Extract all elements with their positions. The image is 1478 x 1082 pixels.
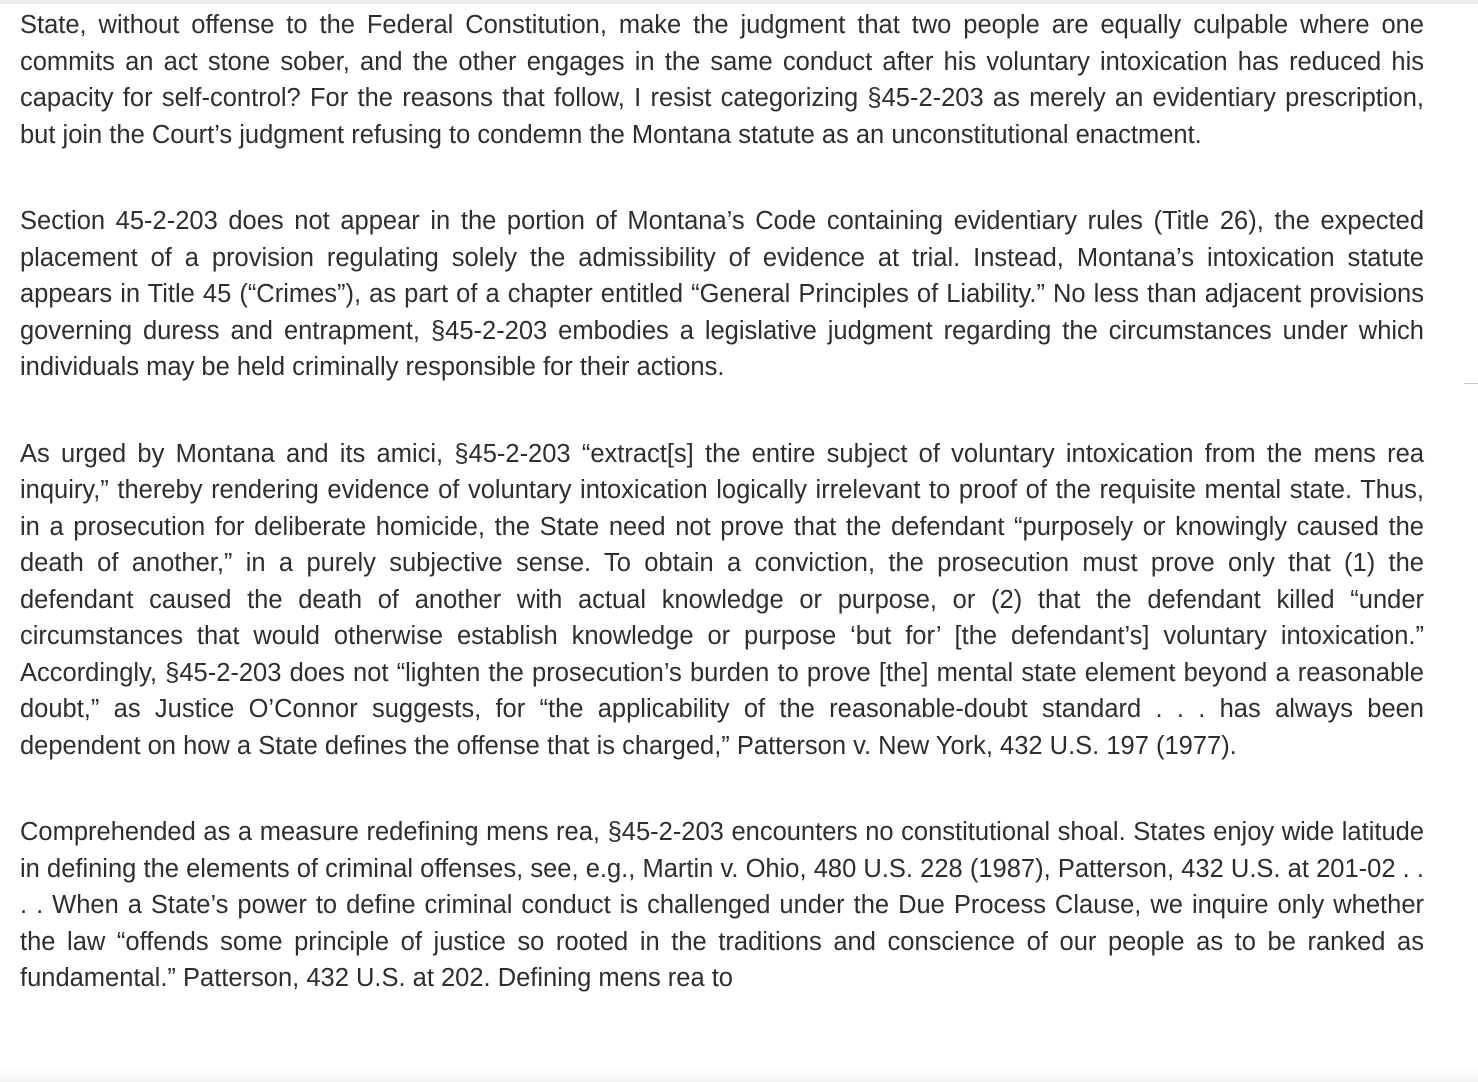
paragraph: As urged by Montana and its amici, §45-2-203 “extract[s] the entire subject of voluntary intoxication from the mens rea inquiry,” thereby rendering evidence of voluntary intoxication logically irrelevant to proof of the requisite mental state. Thus, in a prosecution for deliberate homicide, the State need not prove that the defendant “purposely or knowingly caused the death of another,” in a purely subjective sense. To obtain a conviction, the prosecution must prove only that (1) the defendant caused the death of another with actual knowledge or purpose, or (2) that the defendant killed “under circumstances that would otherwise establish knowledge or purpose ‘but for’ [the defendant’s] voluntary intoxication.” Accordingly, §45-2-203 does not “lighten the prosecution’s burden to prove [the] mental state element beyond a reasonable doubt,” as Justice O’Connor suggests, for “the applicability of the reasonable-doubt standard . . . has always been dependent on how a State defines the offense that is charged,” Patterson v. New York, 432 U.S. 197 (1977). <box>20 439 1424 760</box>
paragraph: State, without offense to the Federal Constitution, make the judgment that two people are equally culpable where one commits an act stone sober, and the other engages in the same conduct after his voluntary intoxication has reduced his capacity for self-control? For the reasons that follow, I resist categorizing §45-2-203 as merely an evidentiary prescription, but join the Court’s judgment refusing to condemn the Montana statute as an unconstitutional enactment. <box>20 11 1424 149</box>
top-scroll-edge <box>0 0 1478 4</box>
bottom-scroll-edge <box>0 1068 1478 1082</box>
scrollbar-marker <box>1464 383 1478 384</box>
paragraph: Section 45-2-203 does not appear in the portion of Montana’s Code containing evidentiary rules (Title 26), the expected placement of a provision regulating solely the admissibility of evidence at trial. Instead, Montana’s intoxication statute appears in Title 45 (“Crimes”), as part of a chapter entitled “General Principles of Liability.” No less than adjacent provisions governing duress and entrapment, §45-2-203 embodies a legislative judgment regarding the circumstances under which individuals may be held criminally responsible for their actions. <box>20 207 1424 381</box>
paragraph: Comprehended as a measure redefining mens rea, §45-2-203 encounters no constitutional shoal. States enjoy wide latitude in defining the elements of criminal offenses, see, e.g., Martin v. Ohio, 480 U.S. 228 (1987), Patterson, 432 U.S. at 201-02 . . . . When a State’s power to define criminal conduct is challenged under the Due Process Clause, we inquire only whether the law “offends some principle of justice so rooted in the traditions and conscience of our people as to be ranked as fundamental.” Patterson, 432 U.S. at 202. Defining mens rea to <box>20 818 1424 992</box>
document-body <box>20 7 1424 1047</box>
